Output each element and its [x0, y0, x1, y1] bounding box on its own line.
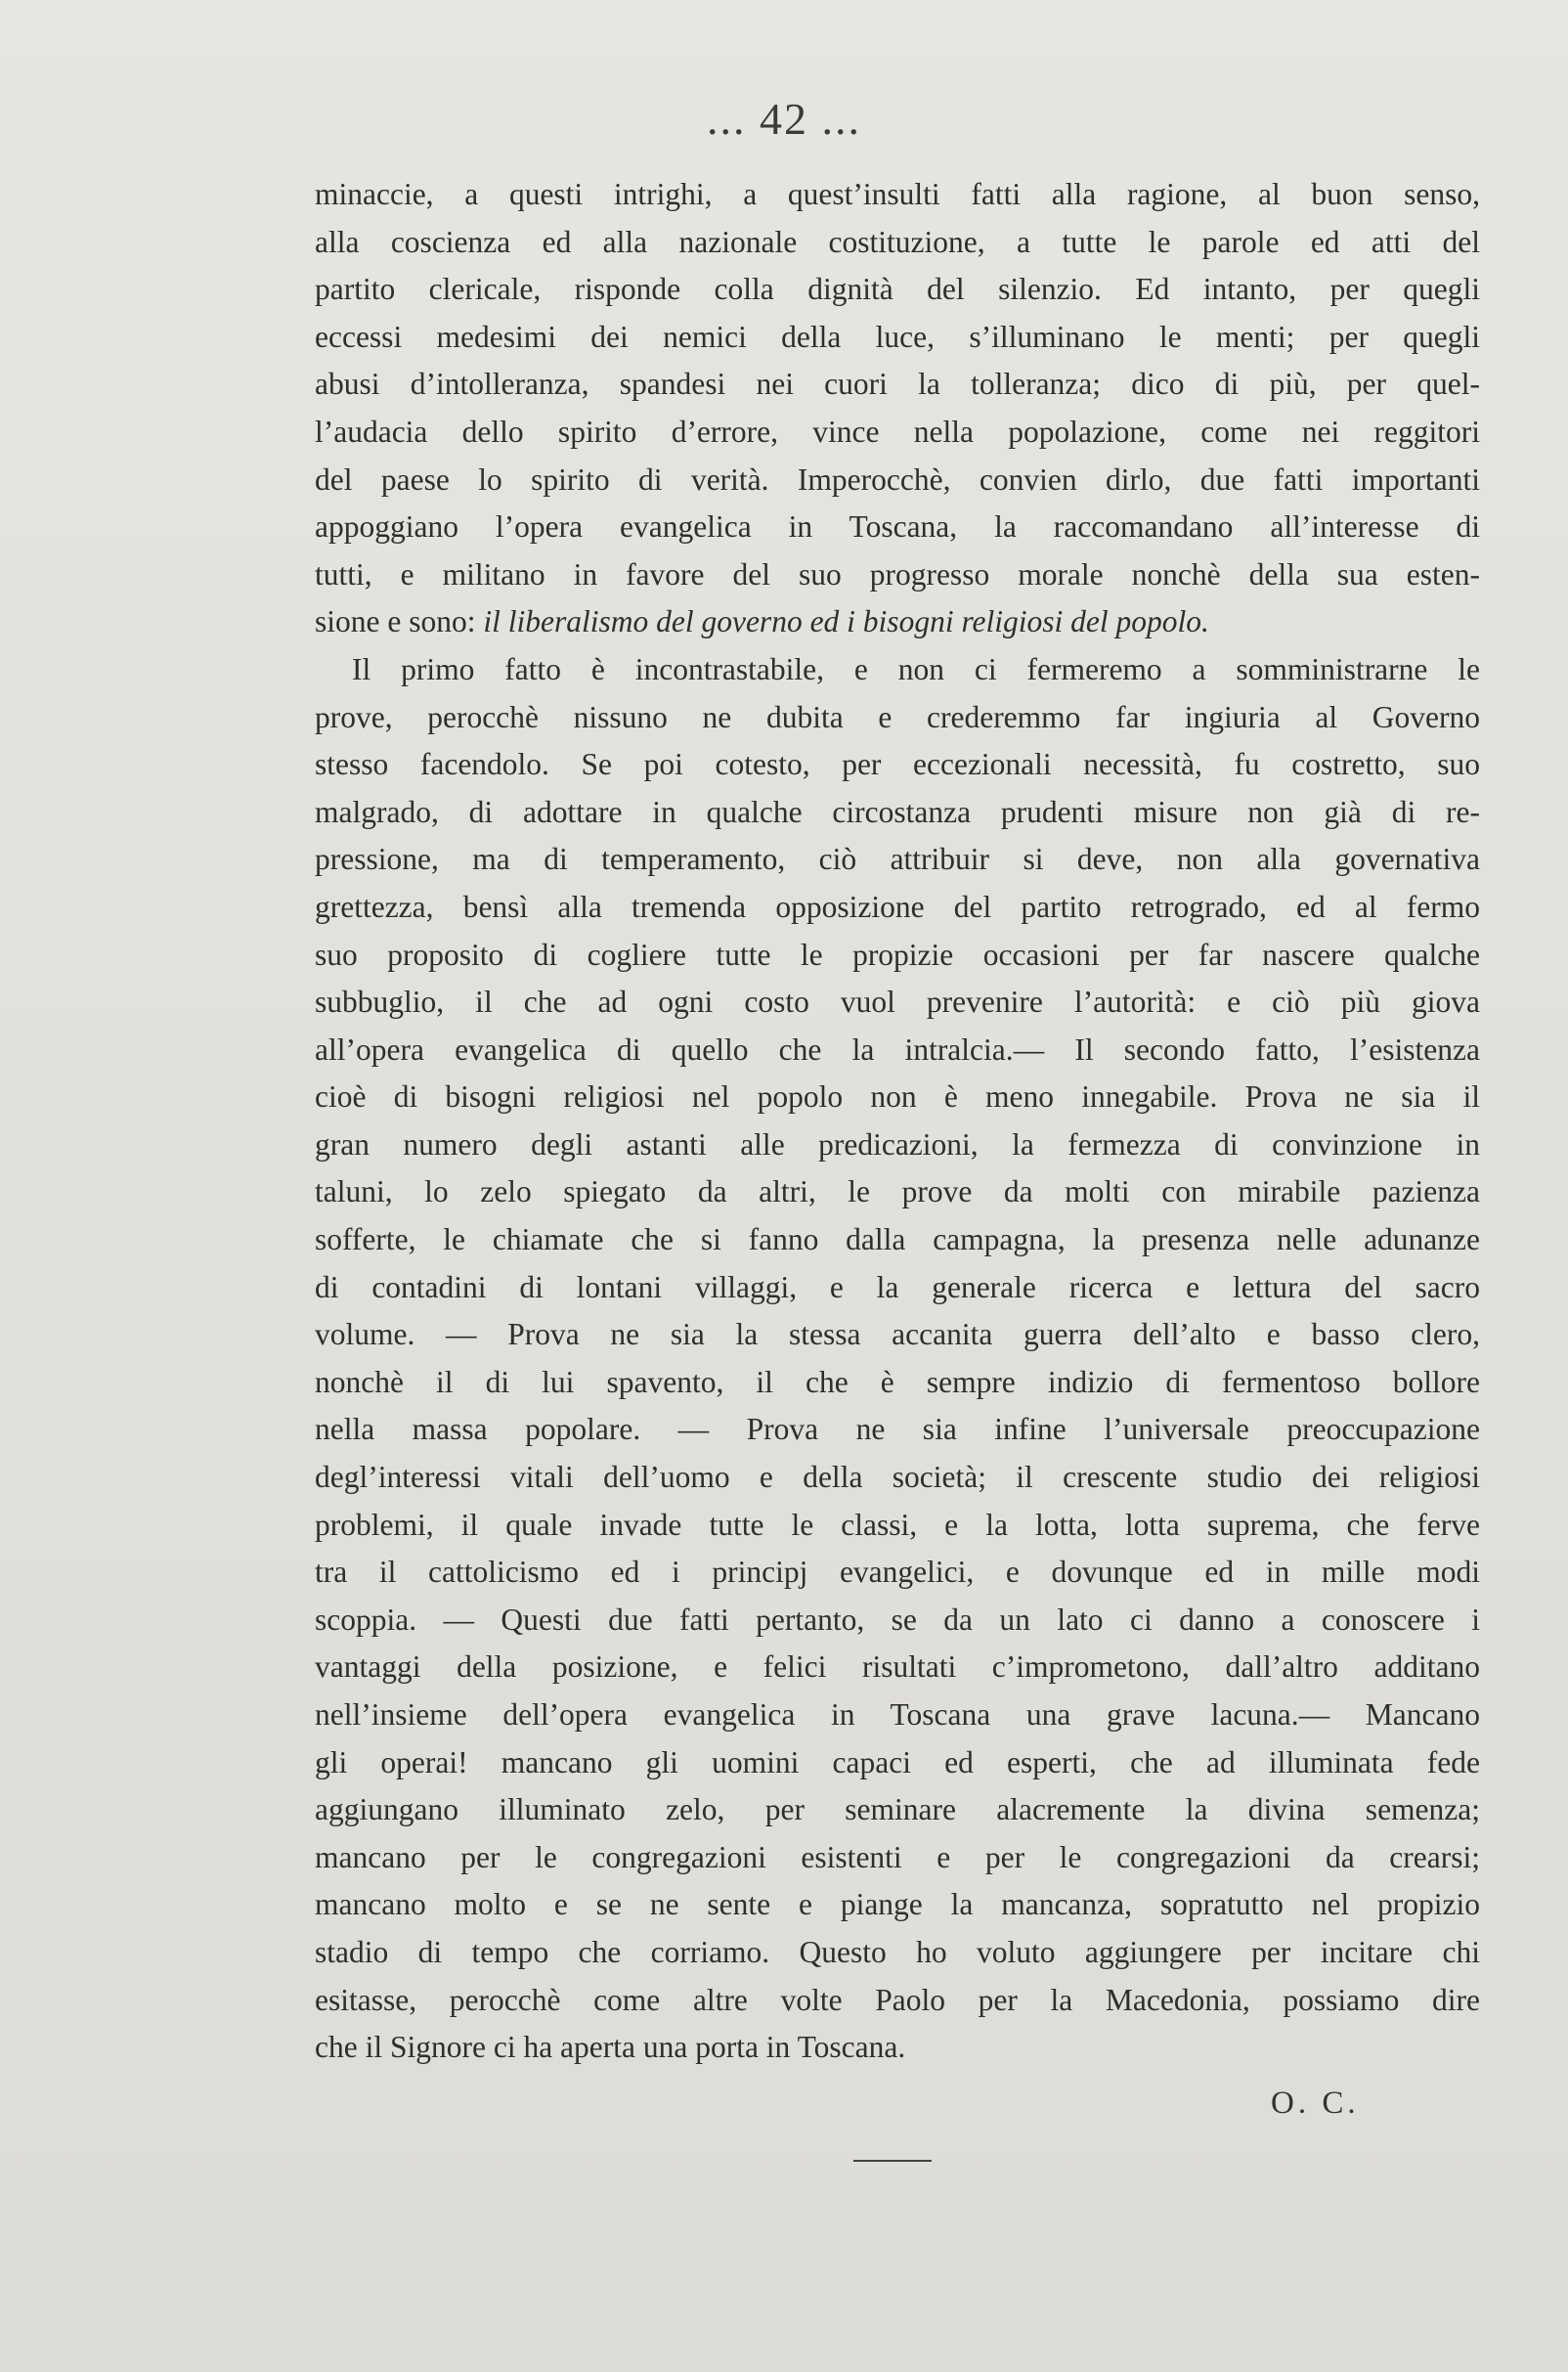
text-line: del paese lo spirito di verità. Imperocchè, convien dirlo, due fatti importanti	[315, 461, 1480, 497]
text-line: eccessi medesimi dei nemici della luce, s’illuminano le menti; per quegli	[315, 319, 1480, 354]
text-line: gran numero degli astanti alle predicazioni, la fermezza di convinzione in	[315, 1126, 1480, 1162]
text-line: cioè di bisogni religiosi nel popolo non è meno innegabile. Prova ne sia il	[315, 1079, 1480, 1115]
text-line: alla coscienza ed alla nazionale costituzione, a tutte le parole ed atti del	[315, 224, 1480, 259]
text-line: vantaggi della posizione, e felici risultati c’imprometono, dall’altro additano	[315, 1649, 1480, 1685]
text-line: esitasse, perocchè come altre volte Paolo per la Macedonia, possiamo dire	[315, 1982, 1480, 2017]
text-line: di contadini di lontani villaggi, e la generale ricerca e lettura del sacro	[315, 1269, 1480, 1304]
text-line: prove, perocchè nissuno ne dubita e crederemmo far ingiuria al Governo	[315, 699, 1480, 734]
text-line: gli operai! mancano gli uomini capaci ed esperti, che ad illuminata fede	[315, 1744, 1480, 1779]
text-line: sofferte, le chiamate che si fanno dalla campagna, la presenza nelle adunanze	[315, 1222, 1480, 1257]
text-line: abusi d’intolleranza, spandesi nei cuori la tolleranza; dico di più, per quel-	[315, 367, 1480, 402]
author-signature: O. C.	[1271, 2086, 1360, 2121]
text-line: minaccie, a questi intrighi, a quest’insulti fatti alla ragione, al buon senso,	[315, 177, 1480, 211]
text-line: malgrado, di adottare in qualche circostanza prudenti misure non già di re-	[315, 794, 1480, 829]
text-line: nell’insieme dell’opera evangelica in Toscana una grave lacuna.— Mancano	[315, 1697, 1480, 1732]
text-line: taluni, lo zelo spiegato da altri, le prove da molti con mirabile pazienza	[315, 1174, 1480, 1209]
text-line: problemi, il quale invade tutte le classi, e la lotta, lotta suprema, che ferve	[315, 1507, 1480, 1542]
text-line: suo proposito di cogliere tutte le propizie occasioni per far nascere qualche	[315, 937, 1480, 972]
closing-rule	[853, 2160, 932, 2162]
text-line: nella massa popolare. — Prova ne sia infine l’universale preoccupazione	[315, 1412, 1480, 1447]
text-line: mancano per le congregazioni esistenti e per le congregazioni da crearsi;	[315, 1839, 1480, 1874]
italic-emphasis: il liberalismo del governo ed i bisogni religiosi del popolo.	[483, 604, 1209, 639]
text-line: che il Signore ci ha aperta una porta in Toscana.	[315, 2030, 906, 2065]
text-line: scoppia. — Questi due fatti pertanto, se da un lato ci danno a conoscere i	[315, 1602, 1480, 1637]
text-line: Il primo fatto è incontrastabile, e non ci fermeremo a somministrarne le	[352, 651, 1480, 686]
text-line: degl’interessi vitali dell’uomo e della società; il crescente studio dei religiosi	[315, 1460, 1480, 1495]
text-line	[315, 598, 1480, 646]
text-line: stesso facendolo. Se poi cotesto, per eccezionali necessità, fu costretto, suo	[315, 747, 1480, 782]
text-line: grettezza, bensì alla tremenda opposizione del partito retrogrado, ed al fermo	[315, 889, 1480, 924]
text-line: subbuglio, il che ad ogni costo vuol prevenire l’autorità: e ciò più giova	[315, 985, 1480, 1020]
text-line: pressione, ma di temperamento, ciò attribuir si deve, non alla governativa	[315, 842, 1480, 877]
text-line: all’opera evangelica di quello che la intralcia.— Il secondo fatto, l’esistenza	[315, 1032, 1480, 1067]
text-line: appoggiano l’opera evangelica in Toscana, la raccomandano all’interesse di	[315, 509, 1480, 545]
text-line: stadio di tempo che corriamo. Questo ho voluto aggiungere per incitare chi	[315, 1934, 1480, 1969]
text-line: nonchè il di lui spavento, il che è sempre indizio di fermentoso bollore	[315, 1364, 1480, 1399]
text-line: volume. — Prova ne sia la stessa accanita guerra dell’alto e basso clero,	[315, 1317, 1480, 1352]
page-number: ... 42 ...	[707, 94, 861, 144]
text-line: mancano molto e se ne sente e piange la mancanza, sopratutto nel propizio	[315, 1887, 1480, 1922]
text-fragment: sione e sono:	[315, 604, 484, 639]
text-line: aggiungano illuminato zelo, per seminare alacremente la divina semenza;	[315, 1792, 1480, 1827]
paragraph-1	[315, 171, 1480, 646]
text-line: tra il cattolicismo ed i principj evangelici, e dovunque ed in mille modi	[315, 1555, 1480, 1590]
text-line: tutti, e militano in favore del suo progresso morale nonchè della sua esten-	[315, 556, 1480, 592]
text-line: l’audacia dello spirito d’errore, vince nella popolazione, come nei reggitori	[315, 414, 1480, 449]
article-body	[315, 171, 1480, 2072]
text-line: partito clericale, risponde colla dignità del silenzio. Ed intanto, per quegli	[315, 272, 1480, 307]
paragraph-2	[315, 646, 1480, 2072]
